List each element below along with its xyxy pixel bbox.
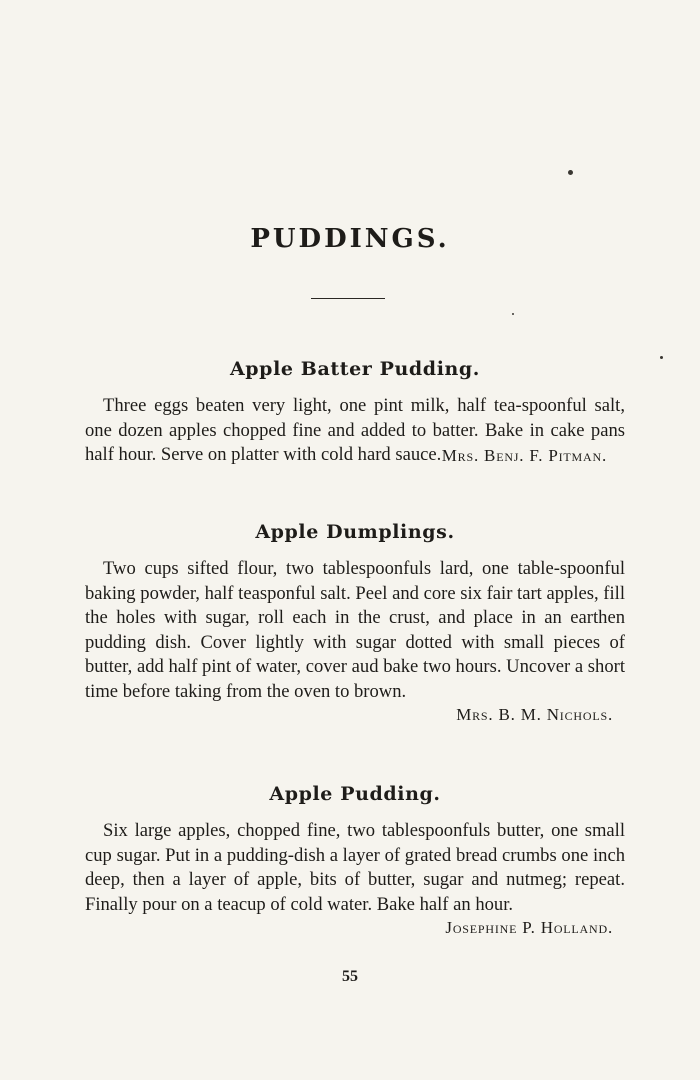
recipe-body: Six large apples, chopped fine, two tablespoonfuls butter, one small cup sugar. Put in a pudding-dish a layer of grated bread crumbs one inch deep, then a layer of apple, bits of butter, sugar and nutmeg; repeat. Finally pour on a teacup of cold water. Bake half an hour. bbox=[85, 820, 625, 915]
page-number: 55 bbox=[342, 968, 358, 985]
section-title: PUDDINGS. bbox=[250, 224, 450, 254]
section-divider bbox=[311, 298, 385, 299]
recipe-title: Apple Batter Pudding. bbox=[229, 358, 481, 380]
recipe-title: Apple Dumplings. bbox=[255, 521, 455, 543]
recipe-apple-batter-pudding bbox=[85, 358, 625, 467]
ink-speck bbox=[660, 356, 663, 359]
recipe-apple-dumplings bbox=[85, 521, 625, 726]
ink-speck bbox=[512, 313, 514, 315]
recipe-apple-pudding bbox=[85, 783, 625, 939]
recipe-body: Two cups sifted flour, two tablespoonfuls lard, one table-spoonful baking powder, half teasponful salt. Peel and core six fair tart apples, fill the holes with sugar, roll each in the crust, and place in an earthen pudding dish. Cover lightly with sugar dotted with small pieces of butter, add half pint of water, cover aud bake two hours. Uncover a short time before taking from the oven to brown. bbox=[85, 558, 625, 702]
recipe-author: Josephine P. Holland. bbox=[445, 918, 613, 937]
ink-speck bbox=[568, 170, 573, 175]
recipe-body: Three eggs beaten very light, one pint milk, half tea-spoonful salt, one dozen apples chopped fine and added to batter. Bake in cake pans half hour. Serve on platter with cold hard sauce. bbox=[85, 395, 625, 465]
recipe-author: Mrs. Benj. F. Pitman. bbox=[441, 445, 607, 465]
recipe-title: Apple Pudding. bbox=[269, 783, 441, 805]
recipe-author: Mrs. B. M. Nichols. bbox=[456, 705, 613, 724]
